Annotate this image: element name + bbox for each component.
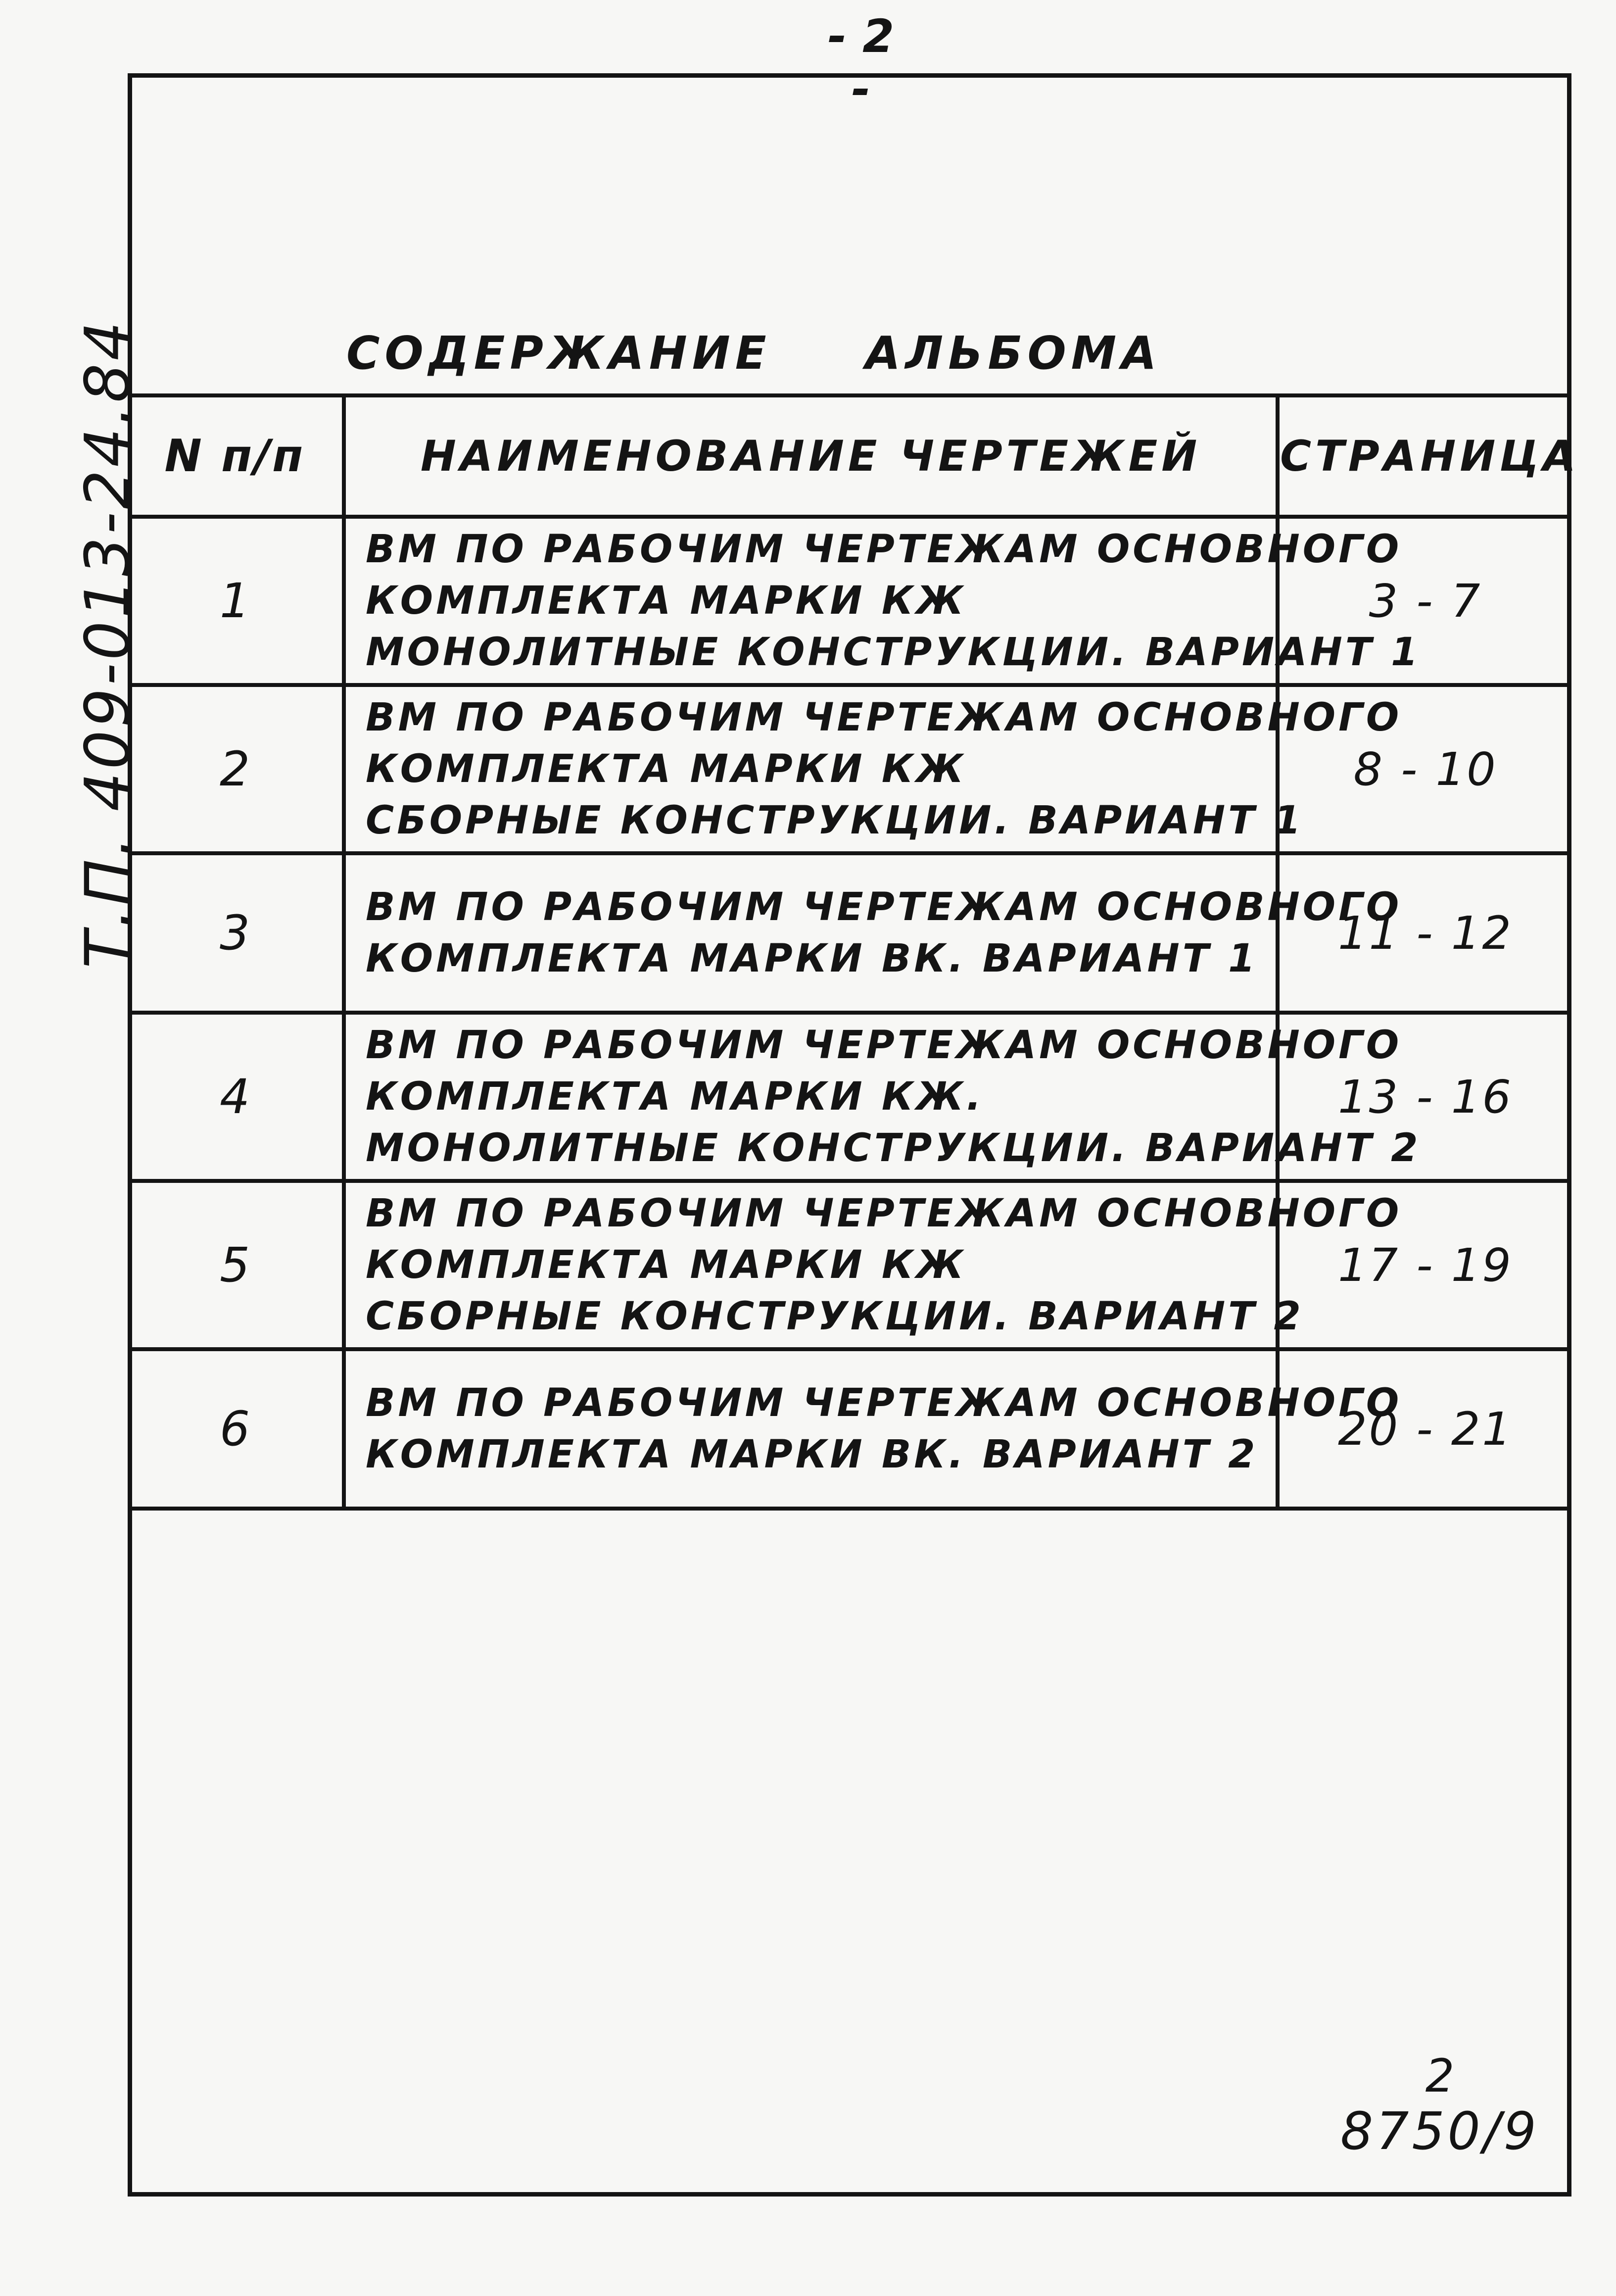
- row-number: 2: [128, 685, 344, 853]
- header-drawing-name: НАИМЕНОВАНИЕ ЧЕРТЕЖЕЙ: [344, 395, 1278, 517]
- row-name-line: КОМПЛЕКТА МАРКИ КЖ: [366, 1243, 967, 1287]
- row-number: 3: [128, 853, 344, 1013]
- album-title-word-2: АЛЬБОМА: [865, 327, 1162, 380]
- row-number: 4: [128, 1013, 344, 1181]
- row-pages: 3 - 7: [1278, 517, 1571, 685]
- row-name-line: КОМПЛЕКТА МАРКИ ВК. ВАРИАНТ 1: [366, 936, 1258, 981]
- row-pages: 20 - 21: [1278, 1349, 1571, 1509]
- table-row: [128, 1349, 1571, 1509]
- row-name-line: СБОРНЫЕ КОНСТРУКЦИИ. ВАРИАНТ 2: [366, 1294, 1304, 1339]
- row-number: 5: [128, 1181, 344, 1349]
- row-name-line: МОНОЛИТНЫЕ КОНСТРУКЦИИ. ВАРИАНТ 2: [366, 1126, 1421, 1171]
- table-row: [128, 853, 1571, 1013]
- row-name-line: КОМПЛЕКТА МАРКИ КЖ.: [366, 1075, 984, 1119]
- header-number: N п/п: [128, 395, 344, 517]
- sheet-number: 2: [1425, 2050, 1455, 2102]
- row-drawing-name: [344, 853, 1402, 1013]
- table-row: [128, 1181, 1571, 1349]
- row-drawing-name: [344, 517, 1421, 685]
- row-name-line: ВМ ПО РАБОЧИМ ЧЕРТЕЖАМ ОСНОВНОГО: [366, 527, 1402, 572]
- row-drawing-name: [344, 1013, 1421, 1181]
- row-drawing-name: [344, 1349, 1402, 1509]
- table-row: [128, 1013, 1571, 1181]
- row-pages: 17 - 19: [1278, 1181, 1571, 1349]
- row-name-line: ВМ ПО РАБОЧИМ ЧЕРТЕЖАМ ОСНОВНОГО: [366, 1381, 1402, 1425]
- row-name-line: ВМ ПО РАБОЧИМ ЧЕРТЕЖАМ ОСНОВНОГО: [366, 885, 1402, 929]
- row-pages: 11 - 12: [1278, 853, 1571, 1013]
- row-number: 1: [128, 517, 344, 685]
- table-row: [128, 685, 1571, 853]
- archive-number: 8750/9: [1340, 2101, 1539, 2161]
- row-drawing-name: [344, 685, 1402, 853]
- row-pages: 8 - 10: [1278, 685, 1571, 853]
- row-pages: 13 - 16: [1278, 1013, 1571, 1181]
- row-name-line: МОНОЛИТНЫЕ КОНСТРУКЦИИ. ВАРИАНТ 1: [366, 630, 1421, 675]
- row-name-line: ВМ ПО РАБОЧИМ ЧЕРТЕЖАМ ОСНОВНОГО: [366, 1023, 1402, 1068]
- row-name-line: СБОРНЫЕ КОНСТРУКЦИИ. ВАРИАНТ 1: [366, 798, 1304, 843]
- table-header-row: [128, 395, 1571, 517]
- header-page: СТРАНИЦА: [1278, 395, 1571, 517]
- row-name-line: КОМПЛЕКТА МАРКИ КЖ: [366, 747, 967, 791]
- row-name-line: КОМПЛЕКТА МАРКИ КЖ: [366, 579, 967, 623]
- row-number: 6: [128, 1349, 344, 1509]
- contents-table: [128, 393, 1580, 1511]
- page-number: - 2 -: [827, 10, 895, 116]
- row-name-line: ВМ ПО РАБОЧИМ ЧЕРТЕЖАМ ОСНОВНОГО: [366, 695, 1402, 740]
- row-name-line: ВМ ПО РАБОЧИМ ЧЕРТЕЖАМ ОСНОВНОГО: [366, 1191, 1402, 1236]
- table-row: [128, 517, 1571, 685]
- album-title-word-1: СОДЕРЖАНИЕ: [346, 327, 771, 380]
- document-code: Т.П. 409-013-24.84: [72, 318, 143, 969]
- row-drawing-name: [344, 1181, 1402, 1349]
- row-name-line: КОМПЛЕКТА МАРКИ ВК. ВАРИАНТ 2: [366, 1432, 1258, 1477]
- album-title: [346, 327, 1255, 380]
